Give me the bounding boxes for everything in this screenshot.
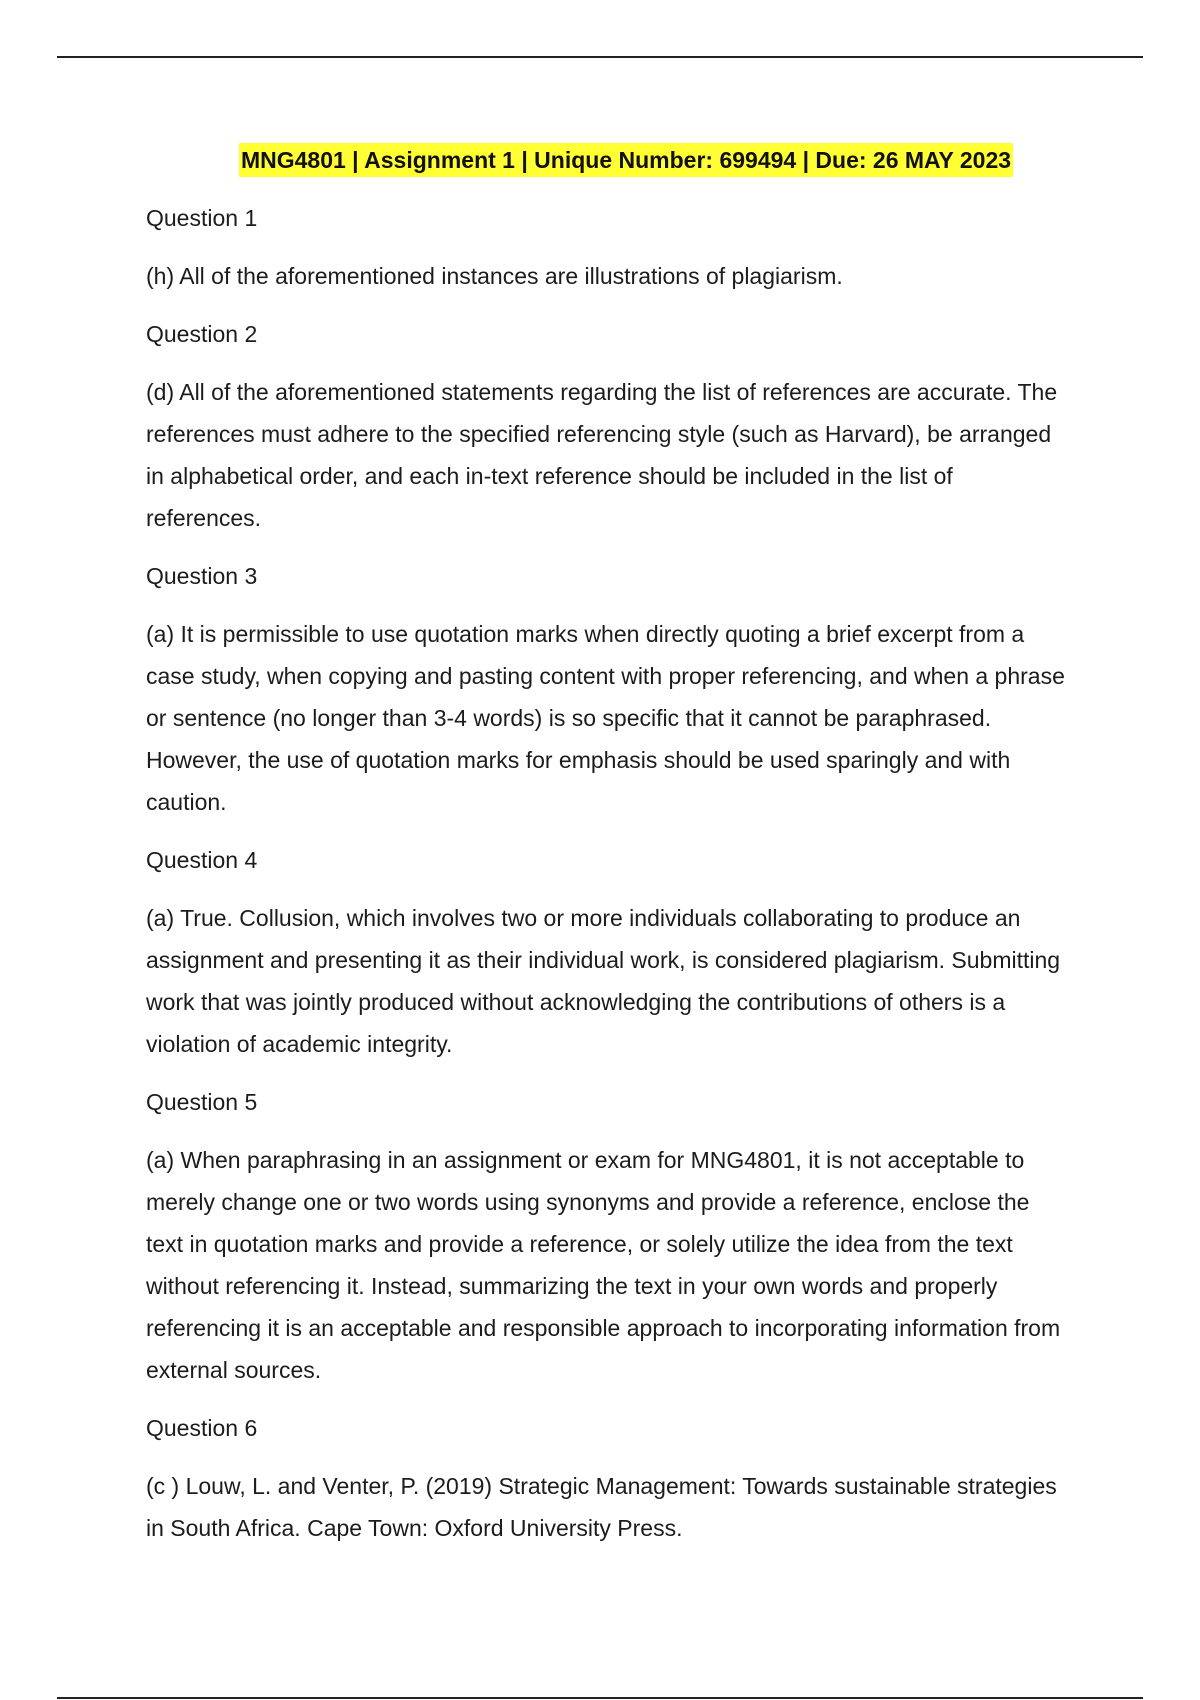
question-heading: Question 5 [146, 1089, 258, 1115]
highlighted-title: MNG4801 | Assignment 1 | Unique Number: 699494 | Due: 26 MAY 2023 [239, 143, 1013, 177]
question-block-5 [146, 1081, 1066, 1391]
question-heading: Question 3 [146, 563, 258, 589]
question-heading: Question 6 [146, 1415, 258, 1441]
question-heading: Question 1 [146, 205, 258, 231]
question-heading: Question 4 [146, 847, 258, 873]
question-answer: (a) It is permissible to use quotation marks when directly quoting a brief excerpt from a case study, when copying and pasting content with proper referencing, and when a phrase or sentence (no longer than 3-4 words) is so specific that it cannot be paraphrased. However, the use of quotation marks for emphasis should be used sparingly and with caution. [146, 621, 1065, 815]
bottom-divider [57, 1697, 1143, 1699]
question-answer: (a) When paraphrasing in an assignment or exam for MNG4801, it is not acceptable to merely change one or two words using synonyms and provide a reference, enclose the text in quotation marks and provide a reference, or solely utilize the idea from the text without referencing it. Instead, summarizing the text in your own words and properly referencing it is an acceptable and responsible approach to incorporating information from external sources. [146, 1147, 1061, 1383]
document-header [0, 143, 1200, 177]
question-answer: (c ) Louw, L. and Venter, P. (2019) Strategic Management: Towards sustainable strategies in South Africa. Cape Town: Oxford University Press. [146, 1473, 1057, 1541]
question-block-2 [146, 313, 1066, 539]
answers-section [146, 197, 1066, 1565]
question-answer: (h) All of the aforementioned instances are illustrations of plagiarism. [146, 263, 843, 289]
question-answer: (a) True. Collusion, which involves two or more individuals collaborating to produce an assignment and presenting it as their individual work, is considered plagiarism. Submitting work that was jointly produced without acknowledging the contributions of others is a violation of academic integrity. [146, 905, 1061, 1057]
question-block-6 [146, 1407, 1066, 1549]
question-block-1 [146, 197, 1066, 297]
question-block-4 [146, 839, 1066, 1065]
question-heading: Question 2 [146, 321, 258, 347]
question-block-3 [146, 555, 1066, 823]
top-divider [57, 56, 1143, 58]
question-answer: (d) All of the aforementioned statements regarding the list of references are accurate. The references must adhere to the specified referencing style (such as Harvard), be arranged in alphabetical order, and each in-text reference should be included in the list of references. [146, 379, 1058, 531]
